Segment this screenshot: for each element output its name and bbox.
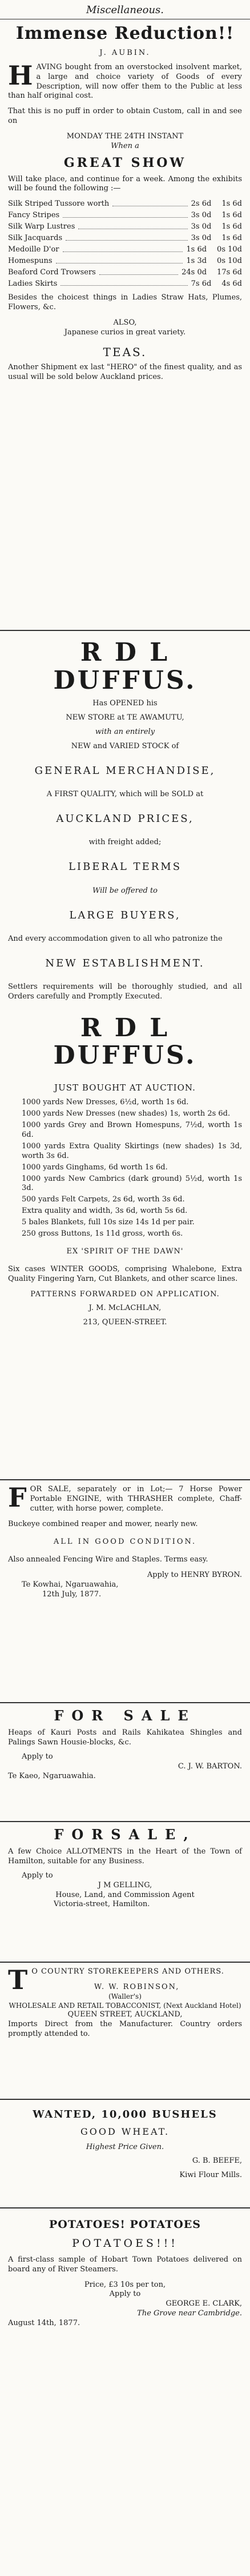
price-row (8, 234, 242, 243)
sale3-title: FORSALE, (54, 1826, 196, 1843)
item-worth: 1s 3d (186, 256, 207, 265)
sale3-agent: J M GELLING, (98, 1880, 152, 1890)
robinson-name: W. W. ROBINSON, (94, 1983, 180, 1992)
duffus-store: NEW STORE at TE AWAMUTU, (66, 713, 184, 722)
auction-title: JUST BOUGHT AT AUCTION. (54, 1082, 196, 1093)
potatoes-text: A first-class sample of Hobart Town Potatoes delivered on board any of River Steamers. (8, 2255, 242, 2274)
duffus-freight: with freight added; (88, 838, 162, 847)
agent-name: J. M. McLACHLAN, (88, 1304, 162, 1313)
duffus-opened: Has OPENED his (92, 699, 158, 708)
item-worth: 7s 6d (191, 279, 212, 288)
aubin-ad (0, 19, 250, 631)
auction-list (8, 1098, 242, 1239)
potatoes-date: August 14th, 1877. (8, 2319, 80, 2328)
sale1-text: FOR SALE, separately or in Lot;— 7 Horse Power Portable ENGINE, with THRASHER complete, Chaff-cutter, with horse power, complete. (8, 1482, 242, 1513)
item-name: Medoille D'or (8, 245, 59, 254)
wheat-price: Highest Price Given. (86, 2142, 164, 2151)
sale1-date: 12th July, 1877. (42, 1589, 102, 1599)
section-header: Miscellaneous. (0, 0, 250, 19)
aubin-when: When a (111, 142, 139, 151)
sale2-agent: C. J. W. BARTON. (178, 1762, 242, 1771)
item-name: Fancy Stripes (8, 211, 60, 220)
sale2-apply: Apply to (22, 1752, 53, 1761)
price-row (8, 245, 242, 255)
price-row (8, 199, 242, 209)
duffus-gm: GENERAL MERCHANDISE, (34, 764, 216, 777)
wheat-ad (0, 2100, 250, 2208)
price-row (8, 268, 242, 278)
auction-item: 1000 yards Extra Quality Skirtings (new shades) 1s 3d, worth 3s 6d. (22, 1141, 242, 1160)
wheat-title: WANTED, 10,000 BUSHELS (33, 2108, 217, 2121)
sale2-ad (0, 1703, 250, 1822)
duffus-stock: NEW and VARIED STOCK of (71, 741, 179, 750)
item-sale-price: 1s 6d (221, 222, 242, 231)
robinson-waller: (Waller's) (108, 1992, 142, 2001)
duffus-name: R D L DUFFUS. (53, 638, 197, 695)
item-name: Beaford Cord Trowsers (8, 267, 96, 277)
wheat-good: GOOD WHEAT. (80, 2126, 170, 2137)
agent-address: 213, QUEEN-STREET. (83, 1318, 167, 1327)
aubin-japanese: Japanese curios in great variety. (64, 328, 186, 337)
auction-item: 1000 yards Ginghams, 6d worth 1s 6d. (22, 1163, 168, 1172)
leader-dots (63, 245, 183, 252)
aubin-intro: HAVING bought from an overstocked insolvent market, a large and choice variety of Goods of every Description, will now offer them to the Public at less than half original cost. (8, 59, 242, 101)
item-sale-price: 4s 6d (221, 279, 242, 288)
auction-item: 1000 yards New Dresses, 6½d, worth 1s 6d. (22, 1098, 189, 1107)
price-row (8, 211, 242, 221)
price-row (8, 279, 242, 289)
robinson-ad (0, 1963, 250, 2100)
potatoes-ad (0, 2208, 250, 2350)
leader-dots (99, 268, 178, 275)
item-worth: 1s 6d (186, 245, 207, 254)
aubin-besides: Besides the choicest things in Ladies Straw Hats, Plumes, Flowers, &c. (8, 293, 242, 312)
aubin-note2: Will take place, and continue for a week. Among the exhibits will be found the following :— (8, 174, 242, 193)
item-worth: 24s 0d (182, 267, 207, 277)
auction-item: 1000 yards Grey and Brown Homespuns, 7½d, worth 1s 6d. (22, 1121, 242, 1139)
aubin-note: That this is no puff in order to obtain Custom, call in and see on (8, 107, 242, 126)
potatoes-price: Price, £3 10s per ton, (84, 2280, 166, 2289)
potatoes-title: POTATOES! POTATOES (49, 2218, 201, 2231)
price-row (8, 222, 242, 232)
sale1-place: Te Kowhai, Ngaruawahia, (22, 1580, 119, 1589)
sale1-buckeye: Buckeye combined reaper and mower, nearly new. (8, 1520, 198, 1529)
sale1-apply: Apply to HENRY BYRON. (147, 1570, 242, 1579)
item-sale-price: 0s 10d (217, 245, 242, 254)
item-name: Silk Jacquards (8, 233, 63, 242)
auction-item: 1000 yards New Cambrics (dark ground) 5½d, worth 1s 3d. (22, 1174, 242, 1193)
robinson-title: TO COUNTRY STOREKEEPERS AND OTHERS. (8, 1964, 224, 1996)
leader-dots (63, 211, 187, 218)
sale3-apply: Apply to (22, 1871, 53, 1880)
sale3-ad (0, 1822, 250, 1963)
sale1-also: Also annealed Fencing Wire and Staples. Terms easy. (8, 1555, 208, 1564)
duffus-settlers: Settlers requirements will be thoroughly studied, and all Orders carefully and Promptly Executed. (8, 983, 242, 1001)
auction-item: 250 gross Buttons, 1s 11d gross, worth 6s. (22, 1229, 183, 1238)
leader-dots (66, 234, 188, 241)
sale2-title: FOR SALE (54, 1707, 196, 1724)
sale2-text: Heaps of Kauri Posts and Rails Kahikatea Shingles and Palings Sawn Housie-blocks, &c. (8, 1728, 242, 1747)
wheat-mills: Kiwi Flour Mills. (179, 2171, 242, 2180)
duffus-liberal: LIBERAL TERMS (68, 861, 182, 873)
duffus-accom: And every accommodation given to all who patronize the (8, 934, 223, 943)
spirit-title: EX 'SPIRIT OF THE DAWN' (66, 1247, 184, 1256)
item-worth: 3s 0d (191, 233, 212, 242)
auction-item: 5 bales Blankets, full 10s size 14s 1d per pair. (22, 1218, 195, 1227)
robinson-text: Imports Direct from the Manufacturer. Country orders promptly attended to. (8, 2020, 242, 2039)
teas-title: TEAS. (103, 345, 147, 359)
leader-dots (78, 222, 187, 229)
price-row (8, 257, 242, 266)
auction-item: Extra quality and width, 3s 6d, worth 5s 6d. (22, 1207, 188, 1216)
leader-dots (61, 279, 187, 286)
sale3-role: House, Land, and Commission Agent (55, 1890, 195, 1899)
item-sale-price: 1s 6d (221, 199, 242, 209)
sale1-ad (0, 1480, 250, 1703)
item-name: Silk Warp Lustres (8, 222, 75, 231)
sale1-cond: ALL IN GOOD CONDITION. (53, 1537, 197, 1546)
auction-item: 1000 yards New Dresses (new shades) 1s, worth 2s 6d. (22, 1109, 231, 1119)
leader-dots (112, 199, 187, 206)
item-name: Silk Striped Tussore worth (8, 199, 110, 209)
item-sale-price: 0s 10d (217, 256, 242, 265)
aubin-name: J. AUBIN. (99, 48, 151, 57)
duffus-offered: Will be offered to (92, 886, 158, 895)
potatoes-apply: Apply to (109, 2290, 141, 2299)
robinson-addr: QUEEN STREET, AUCKLAND, (67, 2010, 183, 2019)
duffus-name-2: R D L DUFFUS. (53, 1013, 197, 1071)
item-worth: 3s 0d (191, 222, 212, 231)
duffus-fq: A FIRST QUALITY, which will be SOLD at (46, 790, 204, 799)
item-sale-price: 17s 6d (217, 267, 242, 277)
potatoes-title-2: POTATOES!!! (72, 2237, 178, 2250)
duffus-ad (0, 631, 250, 1480)
sale2-place: Te Kaeo, Ngaruawahia. (8, 1771, 96, 1780)
duffus-large: LARGE BUYERS, (69, 909, 181, 921)
aubin-also: ALSO, (113, 318, 137, 328)
duffus-ap: AUCKLAND PRICES, (56, 813, 194, 825)
duffus-with: with an entirely (95, 727, 155, 736)
aubin-show: GREAT SHOW (63, 155, 187, 170)
duffus-est: NEW ESTABLISHMENT. (45, 957, 205, 969)
item-worth: 3s 0d (191, 211, 212, 220)
wheat-name: G. B. BEEFE, (192, 2156, 242, 2166)
spirit-text: Six cases WINTER GOODS, comprising Whalebone, Extra Quality Fingering Yarn, Cut Blankets, and other scarce lines. (8, 1264, 242, 1283)
item-sale-price: 1s 6d (221, 233, 242, 242)
item-name: Homespuns (8, 256, 53, 265)
aubin-title: Immense Reduction!! (15, 23, 235, 44)
price-list (8, 199, 242, 289)
teas-text: Another Shipment ex last "HERO" of the finest quality, and as usual will be sold below Auckland prices. (8, 362, 242, 381)
patterns: PATTERNS FORWARDED ON APPLICATION. (30, 1289, 220, 1299)
leader-dots (56, 257, 183, 263)
sale3-place: Victoria-street, Hamilton. (54, 1900, 150, 1909)
potatoes-addr: The Grove near Cambridge. (137, 2309, 242, 2318)
item-name: Ladies Skirts (8, 279, 58, 288)
auction-item: 500 yards Felt Carpets, 2s 6d, worth 3s 6d. (22, 1195, 185, 1204)
robinson-trade: WHOLESALE AND RETAIL TOBACCONIST, (Next Auckland Hotel) (9, 2001, 241, 2010)
item-sale-price: 1s 6d (221, 211, 242, 220)
aubin-date: MONDAY THE 24TH INSTANT (66, 132, 184, 141)
potatoes-name: GEORGE E. CLARK, (166, 2299, 242, 2309)
sale3-text: A few Choice ALLOTMENTS in the Heart of the Town of Hamilton, suitable for any Business. (8, 1847, 242, 1866)
item-worth: 2s 6d (191, 199, 212, 209)
